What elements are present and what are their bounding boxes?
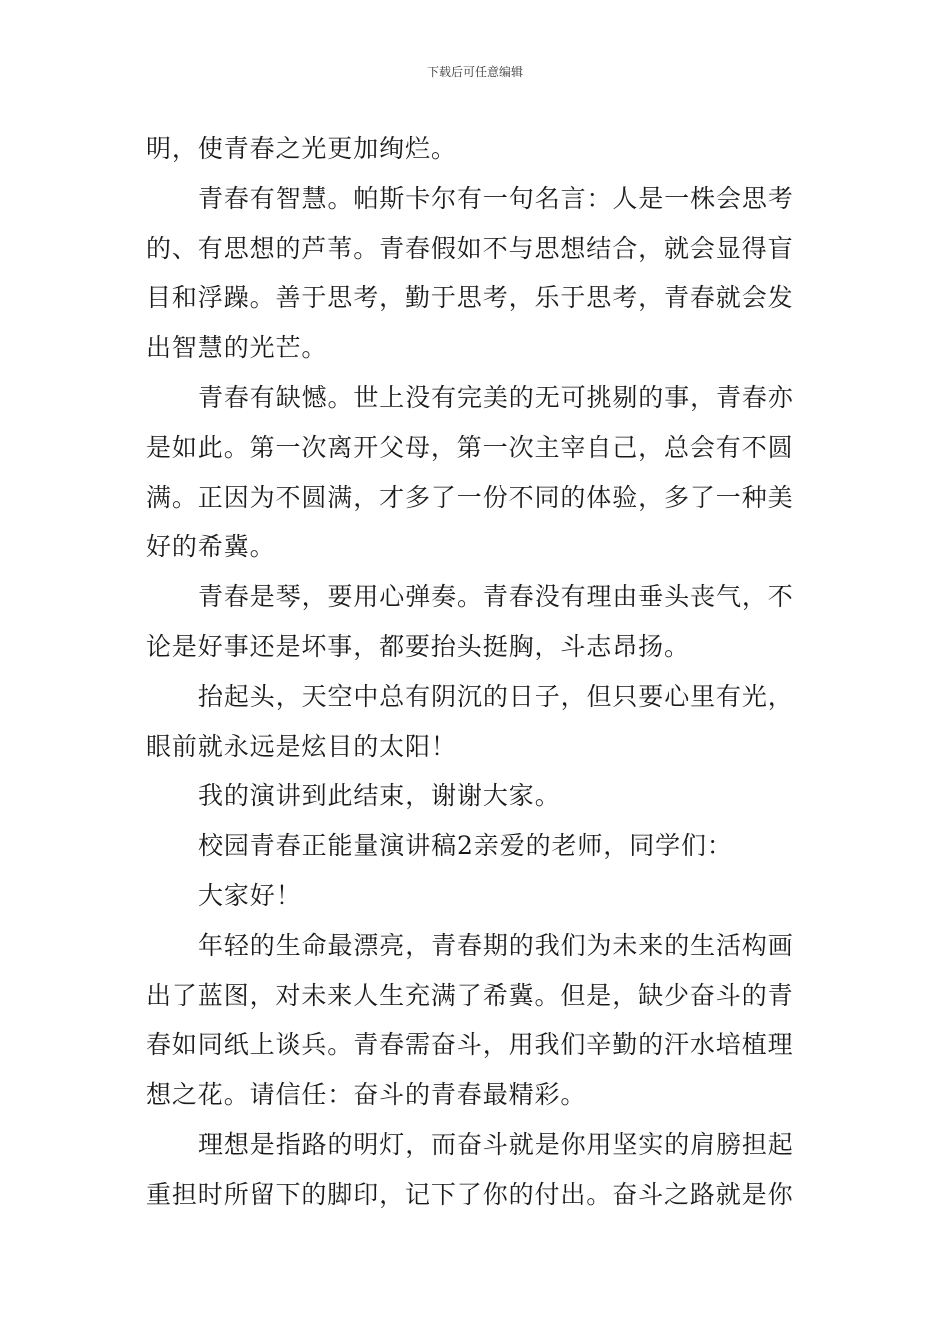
- text-line: 青春有智慧。帕斯卡尔有一句名言：人是一株会思考: [198, 183, 794, 213]
- text-line: 眼前就永远是炫目的太阳！: [146, 731, 457, 761]
- text-line: 是如此。第一次离开父母，第一次主宰自己，总会有不圆: [146, 432, 794, 462]
- text-line: 抬起头，天空中总有阴沉的日子，但只要心里有光，: [198, 681, 794, 711]
- text-line: 理想是指路的明灯，而奋斗就是你用坚实的肩膀担起: [198, 1129, 794, 1159]
- text-line: 的、有思想的芦苇。青春假如不与思想结合，就会显得盲: [146, 233, 794, 263]
- text-line: 明，使青春之光更加绚烂。: [146, 134, 457, 163]
- text-line: 满。正因为不圆满，才多了一份不同的体验，多了一种美: [146, 482, 794, 512]
- text-line: 出智慧的光芒。: [146, 333, 328, 363]
- text-line: 青春有缺憾。世上没有完美的无可挑剔的事，青春亦: [198, 382, 794, 412]
- document-body: [146, 124, 808, 1220]
- text-line: 我的演讲到此结束，谢谢大家。: [198, 781, 561, 811]
- text-line: 大家好！: [198, 880, 302, 910]
- text-line: 春如同纸上谈兵。青春需奋斗，用我们辛勤的汗水培植理: [146, 1030, 794, 1060]
- text-line: 目和浮躁。善于思考，勤于思考，乐于思考，青春就会发: [146, 283, 794, 313]
- text-line: 青春是琴，要用心弹奏。青春没有理由垂头丧气，不: [198, 582, 794, 612]
- text-line: 论是好事还是坏事，都要抬头挺胸，斗志昂扬。: [146, 631, 690, 661]
- page-header: 下载后可任意编辑: [426, 65, 523, 79]
- body-text: [146, 124, 808, 1220]
- text-line: 年轻的生命最漂亮，青春期的我们为未来的生活构画: [198, 930, 794, 960]
- text-line: 校园青春正能量演讲稿2亲爱的老师，同学们：: [198, 831, 733, 861]
- text-line: 想之花。请信任：奋斗的青春最精彩。: [146, 1080, 587, 1110]
- text-line: 好的希冀。: [146, 532, 276, 562]
- text-line: 重担时所留下的脚印，记下了你的付出。奋斗之路就是你: [146, 1179, 794, 1209]
- text-line: 出了蓝图，对未来人生充满了希冀。但是，缺少奋斗的青: [146, 980, 794, 1010]
